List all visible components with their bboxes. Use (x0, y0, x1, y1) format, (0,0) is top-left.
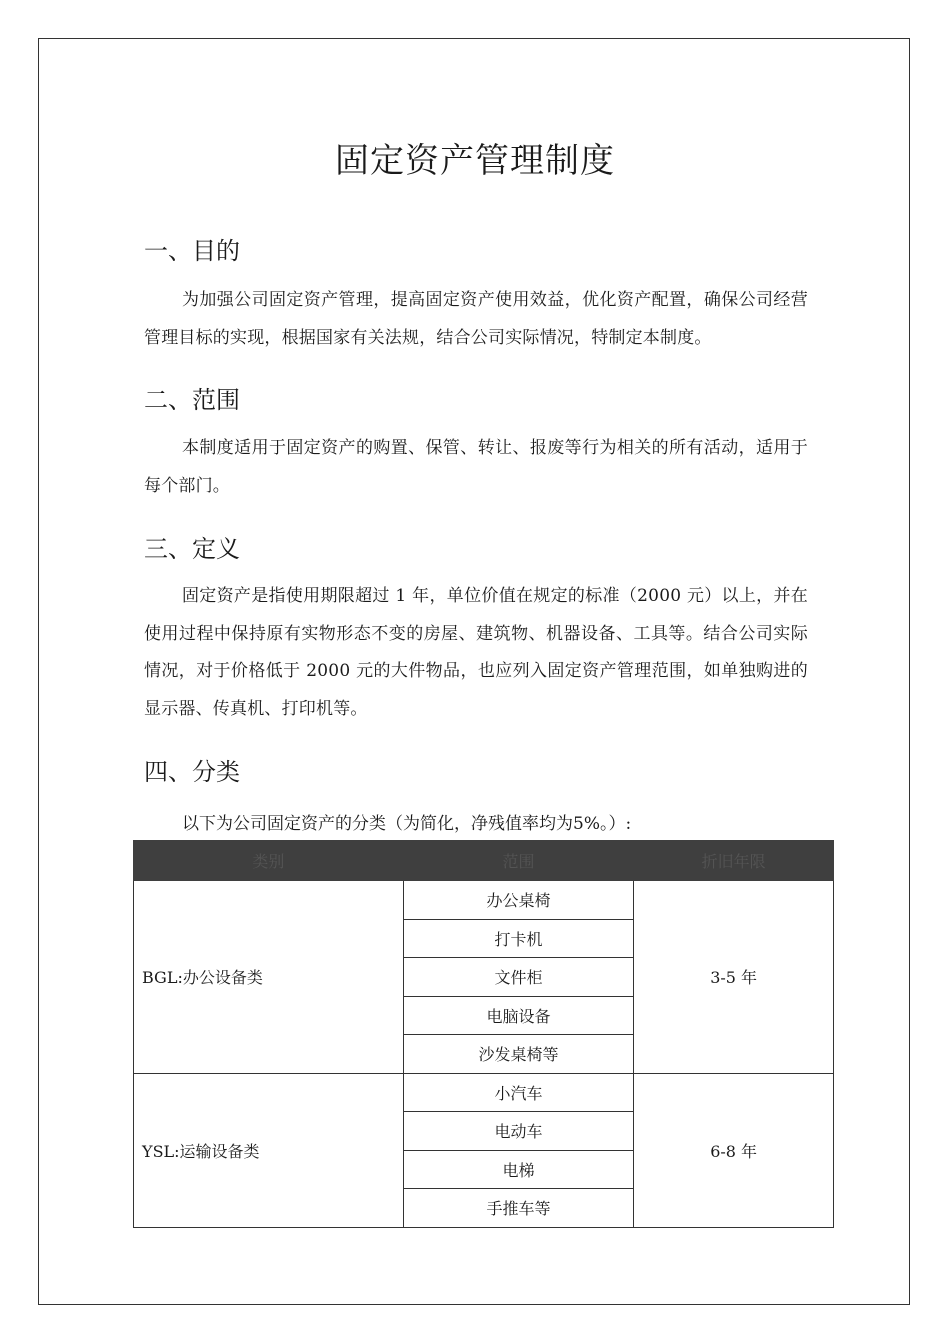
classification-note: 以下为公司固定资产的分类（为简化，净残值率均为5%。）: (182, 814, 632, 834)
asset-classification-table (133, 840, 834, 1228)
section-body-scope: 本制度适用于固定资产的购置、保管、转让、报废等行为相关的所有活动，适用于每个部门。 (144, 438, 808, 496)
item-cell: 手推车等 (403, 1189, 634, 1228)
section-heading-scope: 二、范围 (144, 386, 240, 414)
header-depreciation-years: 折旧年限 (634, 841, 834, 881)
header-category: 类别 (134, 841, 404, 881)
item-cell: 电脑设备 (403, 996, 634, 1035)
section-body-purpose: 为加强公司固定资产管理，提高固定资产使用效益，优化资产配置，确保公司经营管理目标的实现，根据国家有关法规，结合公司实际情况，特制定本制度。 (144, 290, 808, 348)
table-row (134, 1073, 834, 1112)
item-cell: 沙发桌椅等 (403, 1035, 634, 1074)
category-cell: BGL:办公设备类 (134, 881, 404, 1074)
item-cell: 文件柜 (403, 958, 634, 997)
item-cell: 电动车 (403, 1112, 634, 1151)
header-scope: 范围 (403, 841, 634, 881)
document-title: 固定资产管理制度 (335, 141, 615, 181)
section-body-definition: 固定资产是指使用期限超过 1 年，单位价值在规定的标准（2000 元）以上，并在使用过程中保持原有实物形态不变的房屋、建筑物、机器设备、工具等。结合公司实际情况，对于价格低于 2000 元的大件物品，也应列入固定资产管理范围，如单独购进的显示器、传真机、打印机等。 (144, 586, 808, 719)
years-cell: 6-8 年 (634, 1073, 834, 1227)
table-row (134, 881, 834, 920)
section-heading-purpose: 一、目的 (144, 237, 240, 265)
years-cell: 3-5 年 (634, 881, 834, 1074)
item-cell: 小汽车 (403, 1073, 634, 1112)
item-cell: 打卡机 (403, 919, 634, 958)
section-heading-classification: 四、分类 (144, 758, 240, 786)
section-heading-definition: 三、定义 (144, 535, 240, 563)
item-cell: 办公桌椅 (403, 881, 634, 920)
category-cell: YSL:运输设备类 (134, 1073, 404, 1227)
table-header-row (134, 841, 834, 881)
item-cell: 电梯 (403, 1150, 634, 1189)
